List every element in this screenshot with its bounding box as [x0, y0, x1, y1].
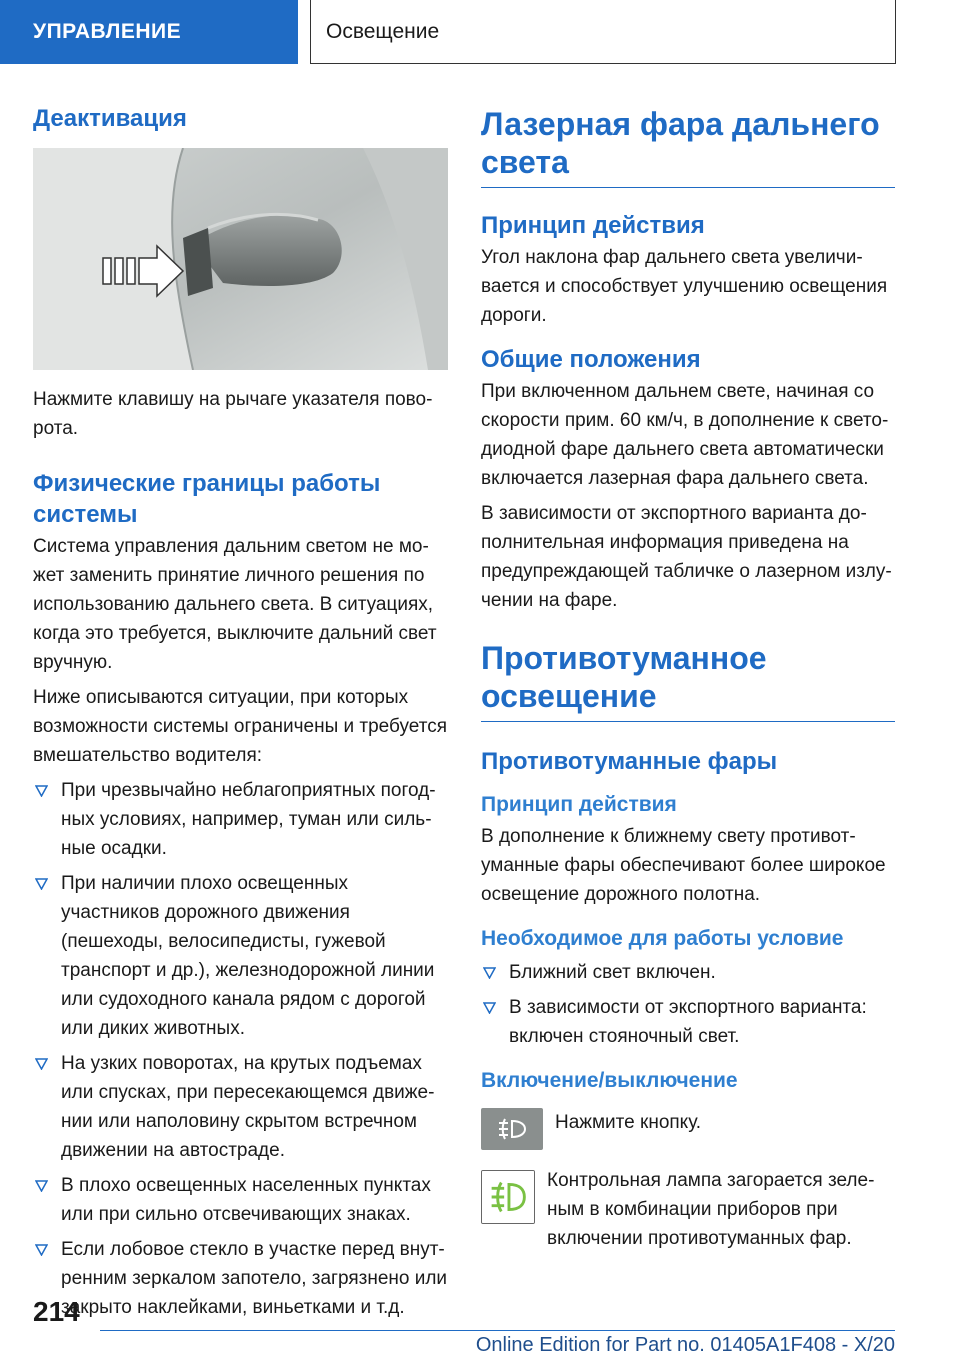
- fog-principle-heading: Принцип действия: [481, 793, 677, 816]
- indicator-lamp-text: Контрольная лампа загорается зеленым в комбинации приборов при включении противотуманных фар.: [547, 1170, 875, 1249]
- general-heading: Общие положения: [481, 346, 701, 373]
- list-item: В зависимости от экспортного варианта: включен стояночный свет.: [481, 993, 895, 1051]
- condition-list: [481, 958, 895, 1051]
- foglights-heading: Противотуманные фары: [481, 748, 778, 775]
- limits-paragraph-2: Ниже описываются ситуации, при которых возможности системы ограничены и требуется вмешательство водителя:: [33, 687, 448, 766]
- general-paragraph-1: При включенном дальнем свете, начиная со скорости прим. 60 км/ч, в дополнение к светодиодной фаре дальнего света автоматически включается лазерная фара дальнего света.: [481, 381, 889, 489]
- deactivation-text: Нажмите клавишу на рычаге указателя поворота.: [33, 389, 433, 439]
- triangle-bullet-icon: [35, 878, 48, 890]
- triangle-bullet-icon: [35, 1244, 48, 1256]
- fog-light-indicator-icon: [481, 1170, 535, 1224]
- footer-divider: [100, 1330, 895, 1331]
- limits-list: [33, 776, 449, 1322]
- list-item: Ближний свет включен.: [481, 958, 895, 987]
- list-item: При чрезвычайно неблагоприятных погодных условиях, например, туман или сильные осадки.: [33, 776, 449, 863]
- deactivation-heading: Деактивация: [33, 105, 187, 132]
- triangle-bullet-icon: [483, 967, 496, 979]
- laser-heading-line2: света: [481, 144, 569, 180]
- section-title: Освещение: [310, 0, 896, 64]
- triangle-bullet-icon: [35, 1180, 48, 1192]
- triangle-bullet-icon: [35, 1058, 48, 1070]
- fog-heading-line2: освещение: [481, 678, 657, 714]
- triangle-bullet-icon: [35, 785, 48, 797]
- list-item: Если лобовое стекло в участке перед внутренним зеркалом запотело, загрязнено или закрыто наклейками, виньетками и т.д.: [33, 1235, 449, 1322]
- footer-edition: Online Edition for Part no. 01405A1F408 - X/20: [475, 1334, 895, 1356]
- limits-paragraph-1: Система управления дальним светом не может заменить принятие личного решения по использованию дальнего света. В ситуациях, когда это требуется, выключите дальний свет вручную.: [33, 536, 437, 673]
- chapter-tab: УПРАВЛЕНИЕ: [0, 0, 298, 64]
- list-item: При наличии плохо освещенных участников дорожного движения (пешеходы, велосипедисты, гужевой транспорт и др.), железнодорожной линии или судоходного канала рядом с дорогой или диких животных.: [33, 869, 449, 1043]
- limits-heading-line2: системы: [33, 501, 138, 528]
- laser-heading-line1: Лазерная фара дальнего: [481, 106, 880, 142]
- limits-heading-line1: Физические границы работы: [33, 470, 381, 497]
- fog-light-button-icon: [481, 1108, 543, 1150]
- fog-heading-line1: Противотуманное: [481, 640, 767, 676]
- fog-principle-text: В дополнение к ближнему свету противотуманные фары обеспечивают более широкое освещение дорожного полотна.: [481, 826, 886, 905]
- list-item: На узких поворотах, на крутых подъемах или спусках, при пересекающемся движении или наполовину скрытом встречном движении на автостраде.: [33, 1049, 449, 1165]
- page-number: 214: [33, 1296, 80, 1327]
- general-paragraph-2: В зависимости от экспортного варианта дополнительная информация приведена на предупреждающей табличке о лазерном излучении на фаре.: [481, 503, 892, 611]
- principle-text: Угол наклона фар дальнего света увеличивается и способствует улучшению освещения дороги.: [481, 247, 888, 326]
- triangle-bullet-icon: [483, 1002, 496, 1014]
- onoff-heading: Включение/выключение: [481, 1069, 738, 1092]
- list-item: В плохо освещенных населенных пунктах или при сильно отсвечивающих знаках.: [33, 1171, 449, 1229]
- indicator-stalk-photo: [33, 148, 448, 370]
- condition-heading: Необходимое для работы условие: [481, 927, 844, 950]
- button-instruction: Нажмите кнопку.: [555, 1112, 702, 1133]
- principle-heading: Принцип действия: [481, 212, 705, 239]
